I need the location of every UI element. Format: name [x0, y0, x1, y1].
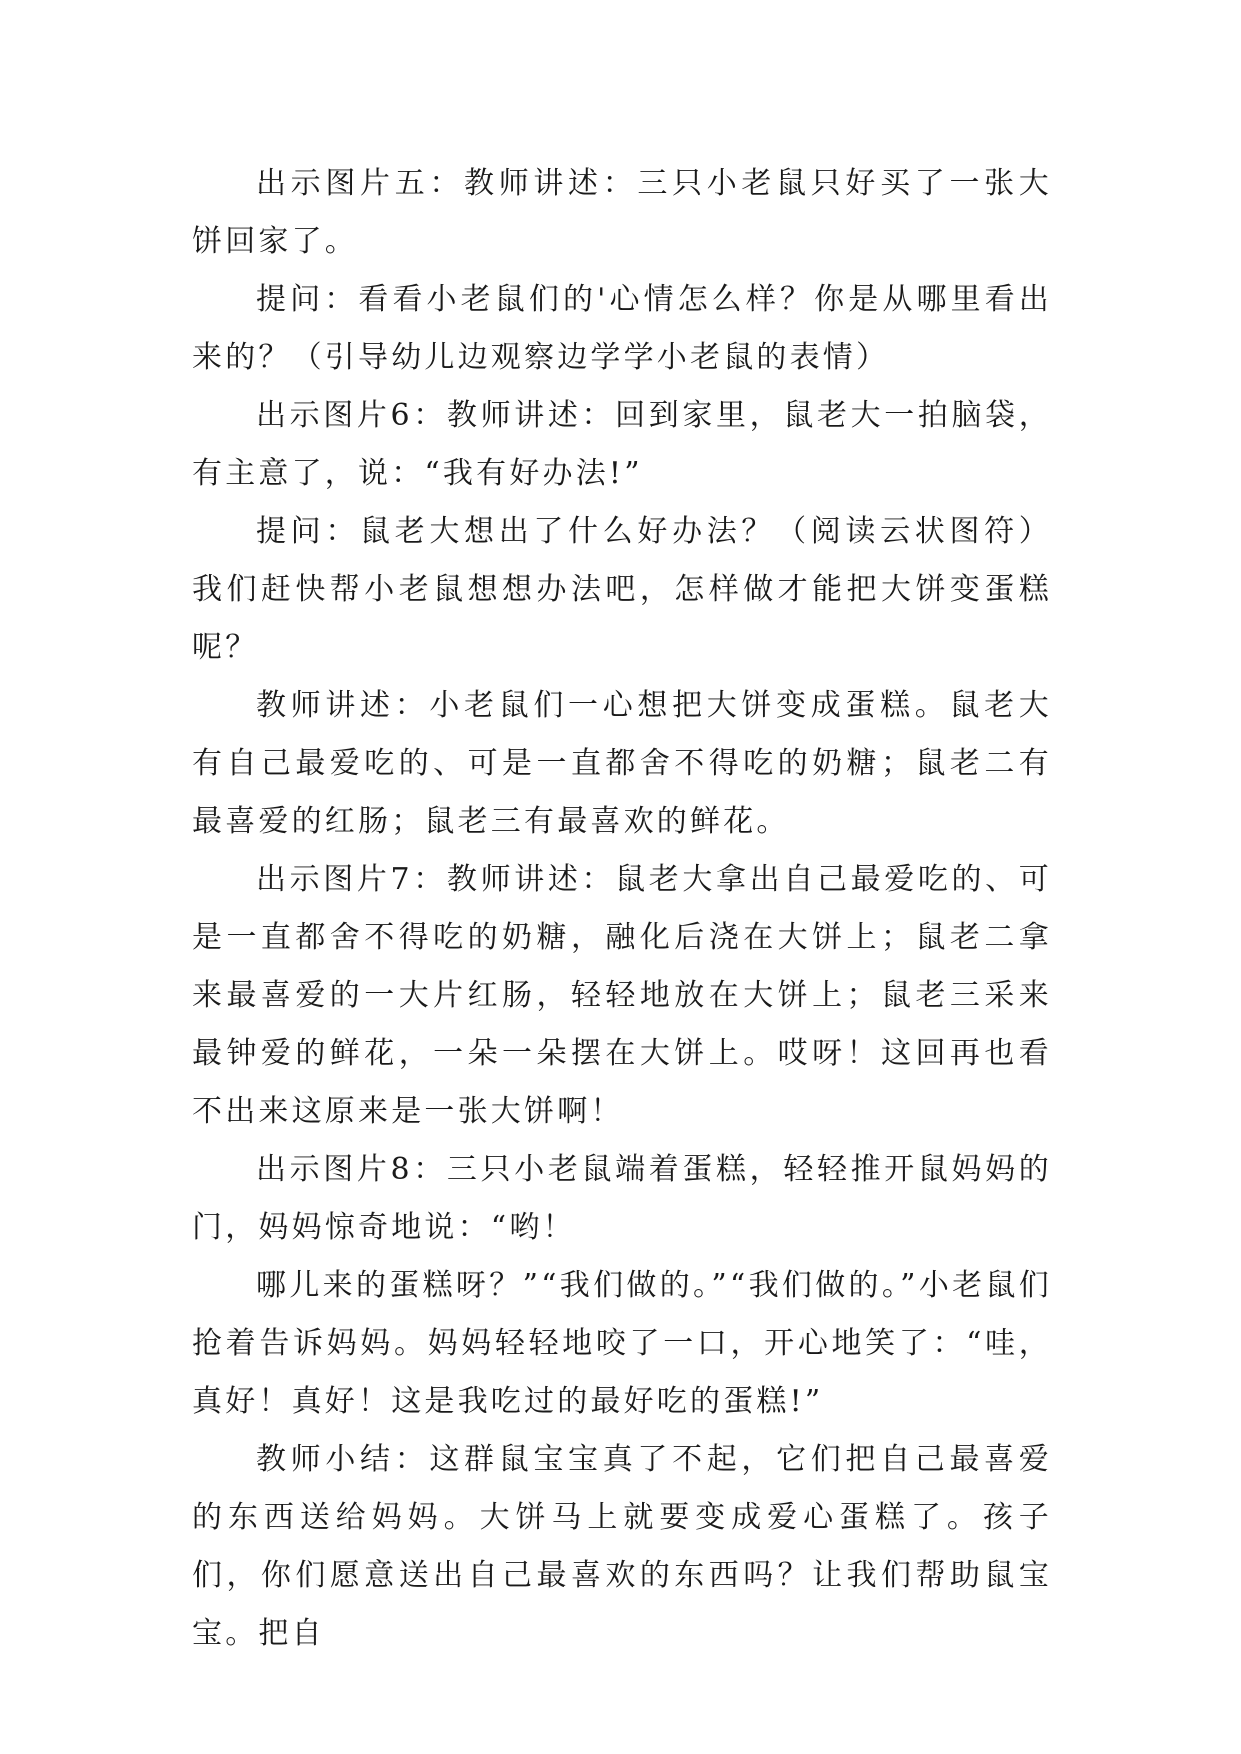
paragraph: 教师讲述：小老鼠们一心想把大饼变成蛋糕。鼠老大有自己最爱吃的、可是一直都舍不得吃的奶糖；鼠老二有最喜爱的红肠；鼠老三有最喜欢的鲜花。 [192, 688, 1052, 839]
paragraph: 出示图片6：教师讲述：回到家里，鼠老大一拍脑袋，有主意了，说：“我有好办法!” [192, 398, 1052, 491]
document-body [192, 155, 1052, 1663]
paragraph: 提问：看看小老鼠们的'心情怎么样？你是从哪里看出来的？（引导幼儿边观察边学学小老鼠的表情） [192, 282, 1052, 375]
paragraph: 哪儿来的蛋糕呀？”“我们做的。”“我们做的。”小老鼠们抢着告诉妈妈。妈妈轻轻地咬了一口，开心地笑了：“哇，真好！真好！这是我吃过的最好吃的蛋糕!” [192, 1268, 1052, 1419]
paragraph: 出示图片7：教师讲述：鼠老大拿出自己最爱吃的、可是一直都舍不得吃的奶糖，融化后浇在大饼上；鼠老二拿来最喜爱的一大片红肠，轻轻地放在大饼上；鼠老三采来最钟爱的鲜花，一朵一朵摆在大饼上。哎呀！这回再也看不出来这原来是一张大饼啊！ [192, 862, 1052, 1129]
paragraph: 教师小结：这群鼠宝宝真了不起，它们把自己最喜爱的东西送给妈妈。大饼马上就要变成爱心蛋糕了。孩子们，你们愿意送出自己最喜欢的东西吗？让我们帮助鼠宝宝。把自 [192, 1442, 1052, 1651]
paragraph: 出示图片五：教师讲述：三只小老鼠只好买了一张大饼回家了。 [192, 166, 1052, 259]
paragraph: 提问：鼠老大想出了什么好办法？（阅读云状图符）我们赶快帮小老鼠想想办法吧，怎样做才能把大饼变蛋糕呢？ [192, 514, 1052, 665]
paragraph: 出示图片8：三只小老鼠端着蛋糕，轻轻推开鼠妈妈的门，妈妈惊奇地说：“哟！ [192, 1152, 1052, 1245]
